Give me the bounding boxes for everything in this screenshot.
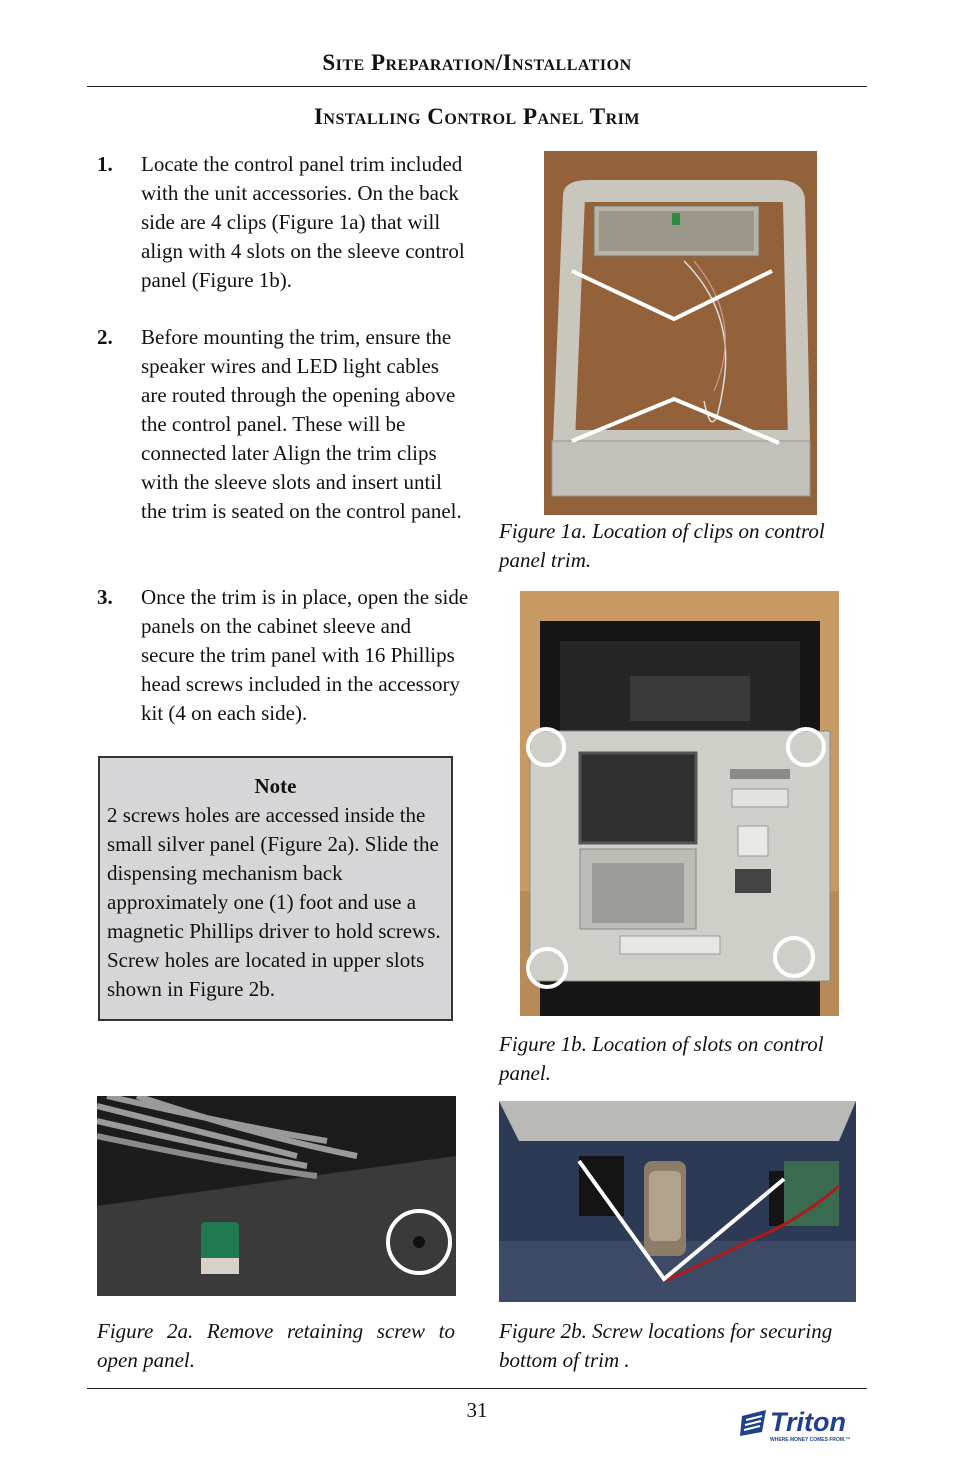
step-1 (97, 150, 469, 295)
section-title: Installing Control Panel Trim (313, 104, 641, 129)
figure-2a-caption: Figure 2a. Remove retaining screw to open panel. (97, 1319, 455, 1372)
figure-1a-photo (544, 151, 817, 515)
logo-text: Triton (770, 1407, 846, 1437)
page-number: 31 (466, 1398, 488, 1422)
note-title: Note (254, 774, 297, 798)
footer-rule (87, 1388, 867, 1389)
running-header: Site Preparation/Installation (322, 50, 632, 75)
figure-2b-photo (499, 1101, 856, 1302)
figure-1a-caption: Figure 1a. Location of clips on control panel trim. (499, 519, 825, 572)
note-box (98, 756, 453, 1021)
triton-logo (740, 1402, 870, 1444)
step-number: 3. (97, 585, 113, 609)
step-text: Once the trim is in place, open the side panels on the cabinet sleeve and secure the trim panel with 16 Phillips head screws included in the accessory kit (4 on each side). (141, 585, 469, 725)
step-text: Before mounting the trim, ensure the speaker wires and LED light cables are routed through the opening above the control panel. These will be connected later Align the trim clips with the sleeve slots and insert until the trim is seated on the control panel. (141, 325, 462, 523)
figure-1b-photo (520, 591, 839, 1016)
header-rule (87, 86, 867, 87)
step-number: 1. (97, 152, 113, 176)
figure-2a-photo (97, 1096, 456, 1296)
step-text: Locate the control panel trim included with the unit accessories. On the back side are 4 clips (Figure 1a) that will align with 4 slots on the sleeve control panel (Figure 1b). (141, 152, 465, 292)
step-number: 2. (97, 325, 113, 349)
note-body: 2 screws holes are accessed inside the small silver panel (Figure 2a). Slide the dispensing mechanism back approximately one (1) foot and use a magnetic Phillips driver to hold screws. Screw holes are located in upper slots shown in Figure 2b. (107, 803, 441, 1001)
step-2 (97, 323, 469, 526)
step-3 (97, 583, 469, 728)
logo-tagline: WHERE MONEY COMES FROM.™ (770, 1437, 851, 1443)
figure-1b-caption: Figure 1b. Location of slots on control panel. (499, 1032, 824, 1085)
figure-2b-caption: Figure 2b. Screw locations for securing bottom of trim . (499, 1319, 833, 1372)
